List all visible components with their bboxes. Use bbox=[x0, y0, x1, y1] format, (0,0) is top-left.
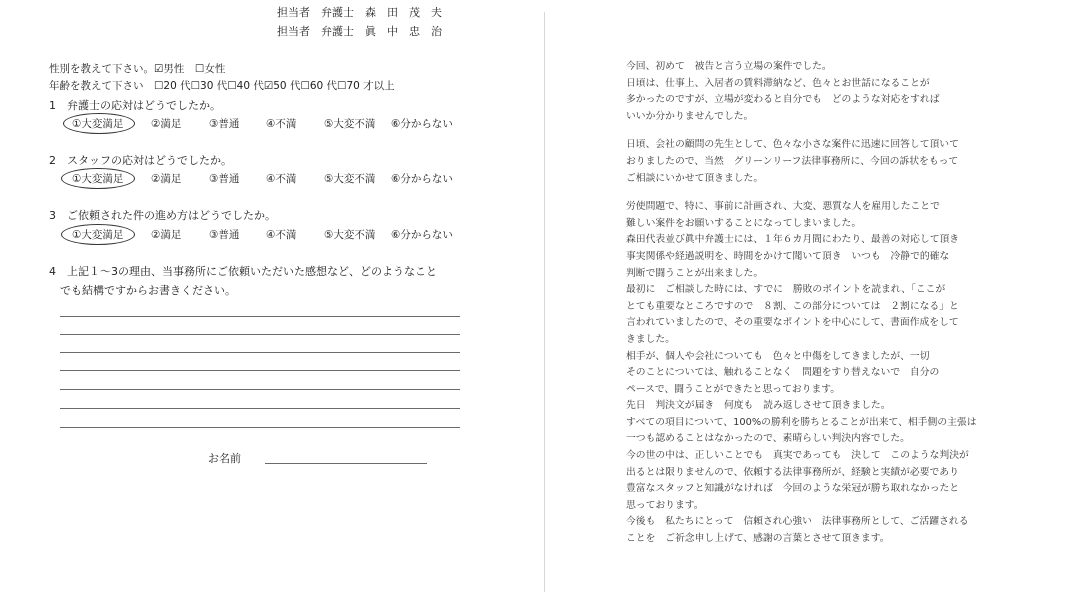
q3-option-2: ②満足 bbox=[151, 229, 182, 241]
q3-option-1: ①大変満足 bbox=[72, 229, 124, 241]
question-1-label: 1 弁護士の応対はどうでしたか。 bbox=[49, 99, 221, 112]
testimonial-line: 今回、初めて 被告と言う立場の案件でした。 bbox=[626, 61, 832, 72]
q3-option-4: ④不満 bbox=[266, 229, 297, 241]
testimonial-line: そのことについては、触れることなく 問題をすり替えないで 自分の bbox=[626, 367, 940, 379]
q2-selected-circle bbox=[61, 168, 135, 189]
q1-selected-circle bbox=[63, 113, 135, 134]
q1-option-6: ⑥分からない bbox=[391, 118, 453, 130]
header-staff-line-1: 担当者 弁護士 森 田 茂 夫 bbox=[277, 6, 442, 19]
testimonial-line: とても重要なところですので ８割、この部分については ２割になる」と bbox=[626, 300, 959, 312]
question-4-line-1: 4 上記１～3の理由、当事務所にご依頼いただいた感想など、どのようなこと bbox=[49, 265, 437, 278]
q3-option-5: ⑤大変不満 bbox=[324, 229, 376, 241]
q1-option-1: ①大変満足 bbox=[72, 118, 124, 130]
q2-option-6: ⑥分からない bbox=[391, 173, 453, 185]
answer-line bbox=[60, 370, 460, 371]
page-divider bbox=[544, 12, 545, 592]
testimonial-line: 労使問題で、特に、事前に計画され、大変、悪質な人を雇用したことで bbox=[626, 201, 940, 213]
q3-option-6: ⑥分からない bbox=[391, 229, 453, 241]
testimonial-line: 多かったのですが、立場が変わると自分でも どのような対応をすれば bbox=[626, 94, 940, 106]
q1-option-5: ⑤大変不満 bbox=[324, 118, 376, 130]
testimonial-line: おりましたので、当然 グリーンリーフ法律事務所に、今回の訴状をもって bbox=[626, 155, 959, 167]
testimonial-line: 相手が、個人や会社についても 色々と中傷をしてきましたが、一切 bbox=[626, 350, 930, 362]
testimonial-line: 難しい案件をお願いすることになってしまいました。 bbox=[626, 217, 862, 229]
testimonial-line: 出るとは限りませんので、依頼する法律事務所が、経験と実績が必要であり bbox=[626, 466, 959, 478]
testimonial-line: 森田代表並び眞中弁護士には、１年６カ月間にわたり、最善の対応して頂き bbox=[626, 234, 960, 246]
answer-line bbox=[60, 334, 460, 335]
testimonial-text bbox=[626, 59, 977, 548]
testimonial-line: きました。 bbox=[626, 333, 675, 345]
testimonial-line: 今の世の中は、正しいことでも 真実であっても 決して このような判決が bbox=[626, 450, 969, 462]
testimonial-line: ご相談にいかせて頂きました。 bbox=[626, 172, 764, 184]
testimonial-line: 日頃は、仕事上、入居者の賃料滞納など、色々とお世話になることが bbox=[626, 77, 930, 89]
header-staff-line-2: 担当者 弁護士 眞 中 忠 治 bbox=[277, 25, 442, 38]
testimonial-line: 最初に ご相談した時には、すでに 勝敗のポイントを読まれ、「ここが bbox=[626, 284, 946, 296]
testimonial-line: 言われていましたので、その重要なポイントを中心にして、書面作成をして bbox=[626, 317, 959, 329]
testimonial-line: 事実関係や経過説明を、時間をかけて聞いて頂き いつも 冷静で的確な bbox=[626, 250, 950, 262]
q2-option-3: ③普通 bbox=[209, 173, 240, 185]
q1-option-4: ④不満 bbox=[266, 118, 297, 130]
q3-selected-circle bbox=[61, 224, 135, 245]
testimonial-line: 思っております。 bbox=[626, 499, 704, 511]
testimonial-line bbox=[626, 187, 977, 199]
q2-option-1: ①大変満足 bbox=[72, 173, 124, 185]
testimonial-line: 日頃、会社の顧問の先生として、色々な小さな案件に迅速に回答して頂いて bbox=[626, 139, 959, 151]
answer-line bbox=[60, 352, 460, 353]
testimonial-line: ペースで、闘うことができたと思っております。 bbox=[626, 383, 841, 395]
name-label: お名前 bbox=[208, 452, 241, 465]
answer-line bbox=[60, 316, 460, 317]
testimonial-line: いいか分かりませんでした。 bbox=[626, 110, 754, 122]
testimonial-line bbox=[626, 125, 977, 137]
answer-line bbox=[60, 427, 460, 428]
answer-line bbox=[60, 389, 460, 390]
testimonial-line: 一つも認めることはなかったので、素晴らしい判決内容でした。 bbox=[626, 433, 910, 445]
testimonial-line: すべての項目について、100%の勝利を勝ちとることが出来て、相手側の主張は bbox=[626, 416, 977, 428]
name-line bbox=[265, 463, 427, 464]
question-4-line-2: でも結構ですからお書きください。 bbox=[49, 284, 236, 297]
question-3-label: 3 ご依頼された件の進め方はどうでしたか。 bbox=[49, 209, 276, 222]
testimonial-line: ことを ご祈念申し上げて、感謝の言葉とさせて頂きます。 bbox=[626, 533, 890, 545]
testimonial-line: 先日 判決文が届き 何度も 読み返しさせて頂きました。 bbox=[626, 400, 891, 412]
answer-line bbox=[60, 408, 460, 409]
question-2-label: 2 スタッフの応対はどうでしたか。 bbox=[49, 154, 232, 167]
testimonial-line: 判断で闘うことが出来ました。 bbox=[626, 267, 764, 279]
q1-option-2: ②満足 bbox=[151, 118, 182, 130]
q2-option-4: ④不満 bbox=[266, 173, 297, 185]
q2-option-2: ②満足 bbox=[151, 173, 182, 185]
q2-option-5: ⑤大変不満 bbox=[324, 173, 376, 185]
q3-option-3: ③普通 bbox=[209, 229, 240, 241]
gender-question: 性別を教えて下さい。☑男性 ☐女性 bbox=[49, 63, 226, 75]
testimonial-line: 豊富なスタッフと知識がなければ 今回のような栄冠が勝ち取れなかったと bbox=[626, 483, 960, 495]
q1-option-3: ③普通 bbox=[209, 118, 240, 130]
age-question: 年齢を教えて下さい ☐20 代☐30 代☐40 代☑50 代☐60 代☐70 才以上 bbox=[49, 80, 395, 92]
testimonial-line: 今後も 私たちにとって 信頼され心強い 法律事務所として、ご活躍される bbox=[626, 516, 969, 528]
